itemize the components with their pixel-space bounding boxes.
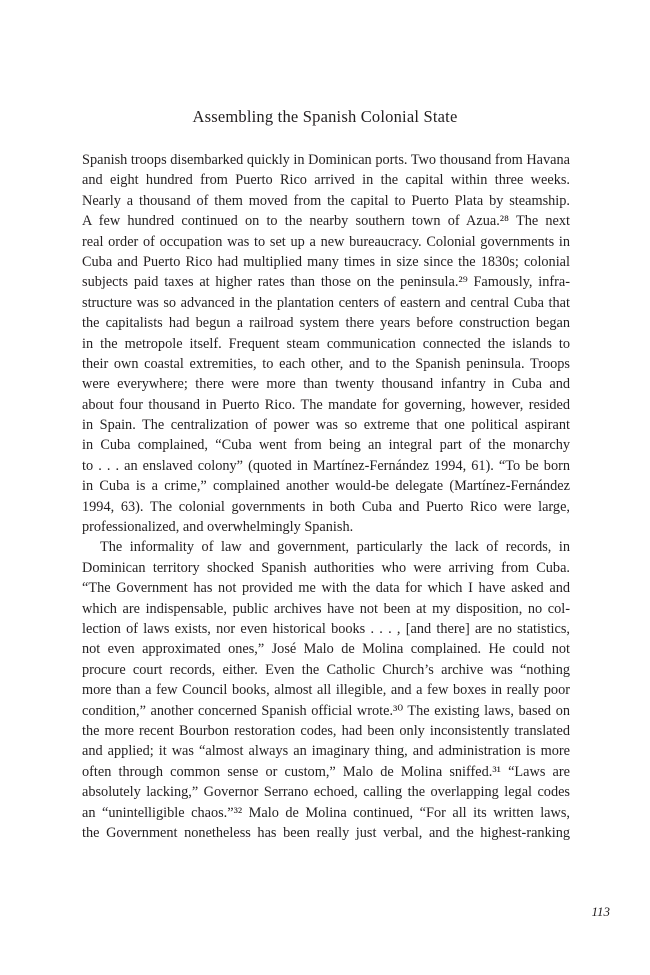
text-line: were everywhere; there were more than twenty thousand infantry in Cuba and [82,376,570,393]
text-line: and applied; it was “almost always an imaginary thing, and administration is more [82,743,570,760]
text-line: in the metropole itself. Frequent steam communication connected the islands to [82,335,570,352]
text-line: real order of occupation was to set up a new bureaucracy. Colonial governments in [82,233,570,250]
text-line: and eight hundred from Puerto Rico arrived in the capital within three weeks. [82,172,570,189]
text-line: an “unintelligible chaos.”³² Malo de Molina continued, “For all its written laws, [82,804,570,821]
text-line: Nearly a thousand of them moved from the capital to Puerto Plata by steamship. [82,192,570,209]
text-line: 1994, 63). The colonial governments in both Cuba and Puerto Rico were large, [82,498,570,515]
text-line: about four thousand in Puerto Rico. The mandate for governing, however, resided [82,396,570,413]
text-line: subjects paid taxes at higher rates than those on the peninsula.²⁹ Famously, infra- [82,274,570,291]
text-line: in Cuba complained, “Cuba went from being an integral part of the monarchy [82,437,570,454]
page-number: 113 [591,904,610,919]
body-text [82,150,570,843]
text-line: more than a few Council books, almost all illegible, and a few boxes in really poor [82,682,570,699]
text-line: A few hundred continued on to the nearby southern town of Azua.²⁸ The next [82,213,570,230]
text-line: often through common sense or custom,” Malo de Molina sniffed.³¹ “Laws are [82,763,570,780]
text-line: Spanish troops disembarked quickly in Dominican ports. Two thousand from Havana [82,152,570,168]
text-line: Dominican territory shocked Spanish authorities who were arriving from Cuba. [82,559,570,576]
text-line: in Cuba is a crime,” complained another would-be delegate (Martínez-Fernández [82,478,570,495]
text-line: not even approximated ones,” José Malo de Molina complained. He could not [82,641,570,658]
text-line: in Spain. The centralization of power was so extreme that one political aspirant [82,417,570,434]
text-line: The informality of law and government, particularly the lack of records, in [100,539,570,556]
text-line: the Government nonetheless has been really just verbal, and the highest-ranking [82,824,570,841]
text-line: their own coastal extremities, to each other, and to the Spanish peninsula. Troops [82,355,570,372]
text-line: structure was so advanced in the plantation centers of eastern and central Cuba that [82,294,570,311]
text-line: professionalized, and overwhelmingly Spanish. [82,519,354,536]
text-line: to . . . an enslaved colony” (quoted in Martínez-Fernández 1994, 61). “To be born [82,457,570,474]
text-line: procure court records, either. Even the Catholic Church’s archive was “nothing [82,661,570,678]
running-head: Assembling the Spanish Colonial State [192,107,458,126]
text-line: Cuba and Puerto Rico had multiplied many times in size since the 1830s; colonial [82,253,570,270]
text-line: which are indispensable, public archives have not been at my disposition, no col- [82,600,570,617]
text-line: absolutely lacking,” Governor Serrano echoed, calling the overlapping legal codes [82,784,570,801]
text-line: condition,” another concerned Spanish official wrote.³⁰ The existing laws, based on [82,702,570,719]
text-line: the capitalists had begun a railroad system there years before construction began [82,315,570,332]
text-line: lection of laws exists, nor even historical books . . . , [and there] are no statistics, [82,620,570,637]
text-line: the more recent Bourbon restoration codes, had been only inconsistently translated [82,722,570,739]
text-line: “The Government has not provided me with the data for which I have asked and [82,580,570,597]
